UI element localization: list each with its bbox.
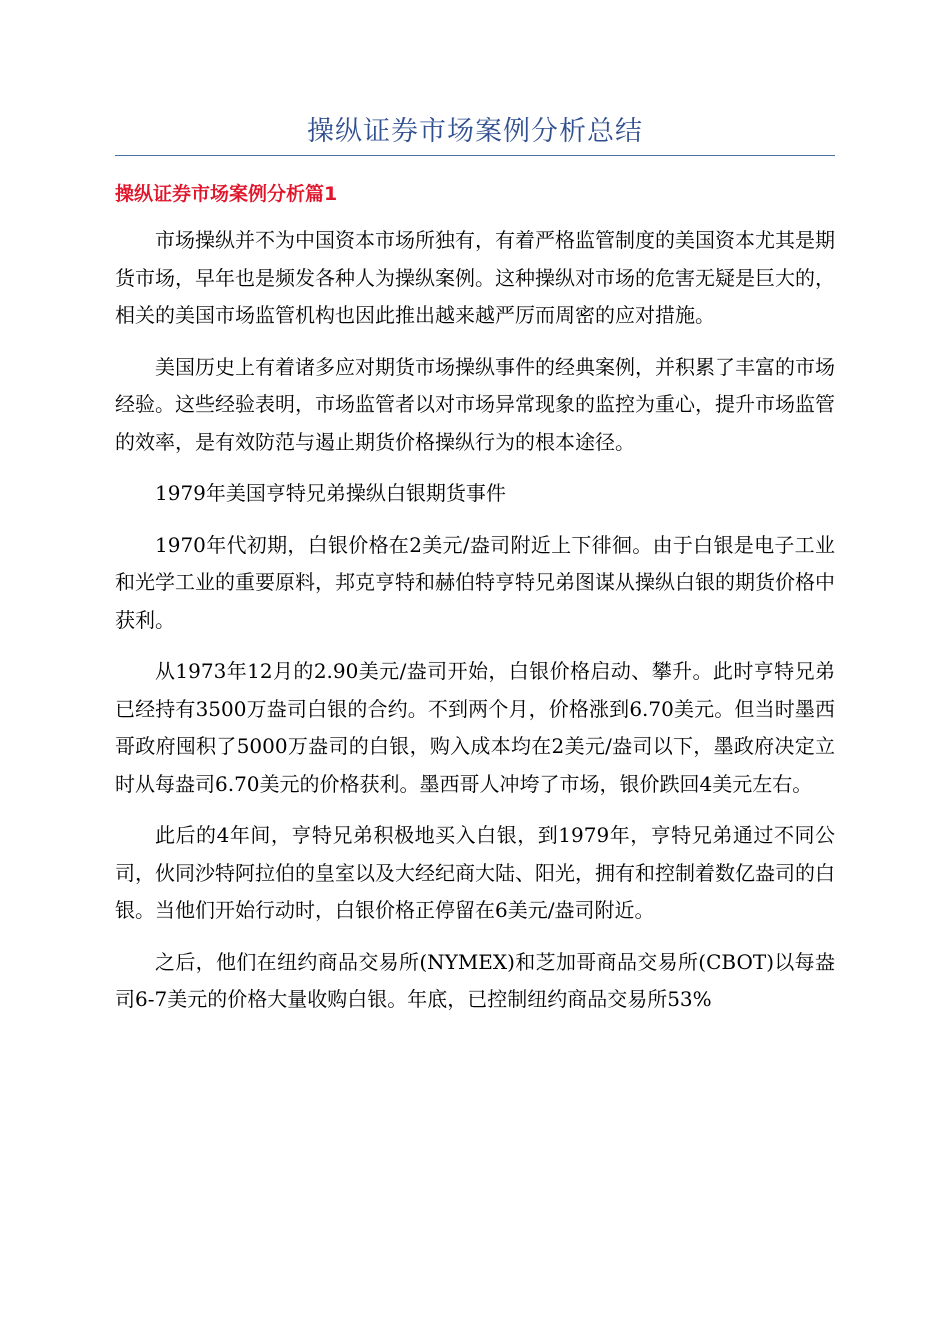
section-heading: 操纵证券市场案例分析篇1 xyxy=(115,183,338,205)
paragraph: 美国历史上有着诸多应对期货市场操纵事件的经典案例，并积累了丰富的市场经验。这些经验表明，市场监管者以对市场异常现象的监控为重心，提升市场监管的效率，是有效防范与遏止期货价格操纵行为的根本途径。 xyxy=(115,354,835,454)
paragraph: 从1973年12月的2.90美元/盎司开始，白银价格启动、攀升。此时亨特兄弟已经持有3500万盎司白银的合约。不到两个月，价格涨到6.70美元。但当时墨西哥政府囤积了5000万盎司的白银，购入成本均在2美元/盎司以下，墨政府决定立时从每盎司6.70美元的价格获利。墨西哥人冲垮了市场，银价跌回4美元左右。 xyxy=(115,659,835,796)
title-divider xyxy=(115,155,835,156)
paragraph: 1970年代初期，白银价格在2美元/盎司附近上下徘徊。由于白银是电子工业和光学工业的重要原料，邦克亨特和赫伯特亨特兄弟图谋从操纵白银的期货价格中获利。 xyxy=(115,532,835,632)
body-text xyxy=(115,222,835,1033)
paragraph: 之后，他们在纽约商品交易所(NYMEX)和芝加哥商品交易所(CBOT)以每盎司6-7美元的价格大量收购白银。年底，已控制纽约商品交易所53% xyxy=(115,949,835,1011)
paragraph: 1979年美国亨特兄弟操纵白银期货事件 xyxy=(155,481,506,505)
document-title: 操纵证券市场案例分析总结 xyxy=(307,116,643,147)
paragraph: 市场操纵并不为中国资本市场所独有，有着严格监管制度的美国资本尤其是期货市场，早年也是频发各种人为操纵案例。这种操纵对市场的危害无疑是巨大的，相关的美国市场监管机构也因此推出越来越严厉而周密的应对措施。 xyxy=(115,228,835,327)
paragraph: 此后的4年间，亨特兄弟积极地买入白银，到1979年，亨特兄弟通过不同公司，伙同沙特阿拉伯的皇室以及大经纪商大陆、阳光，拥有和控制着数亿盎司的白银。当他们开始行动时，白银价格正停留在6美元/盎司附近。 xyxy=(115,823,835,922)
